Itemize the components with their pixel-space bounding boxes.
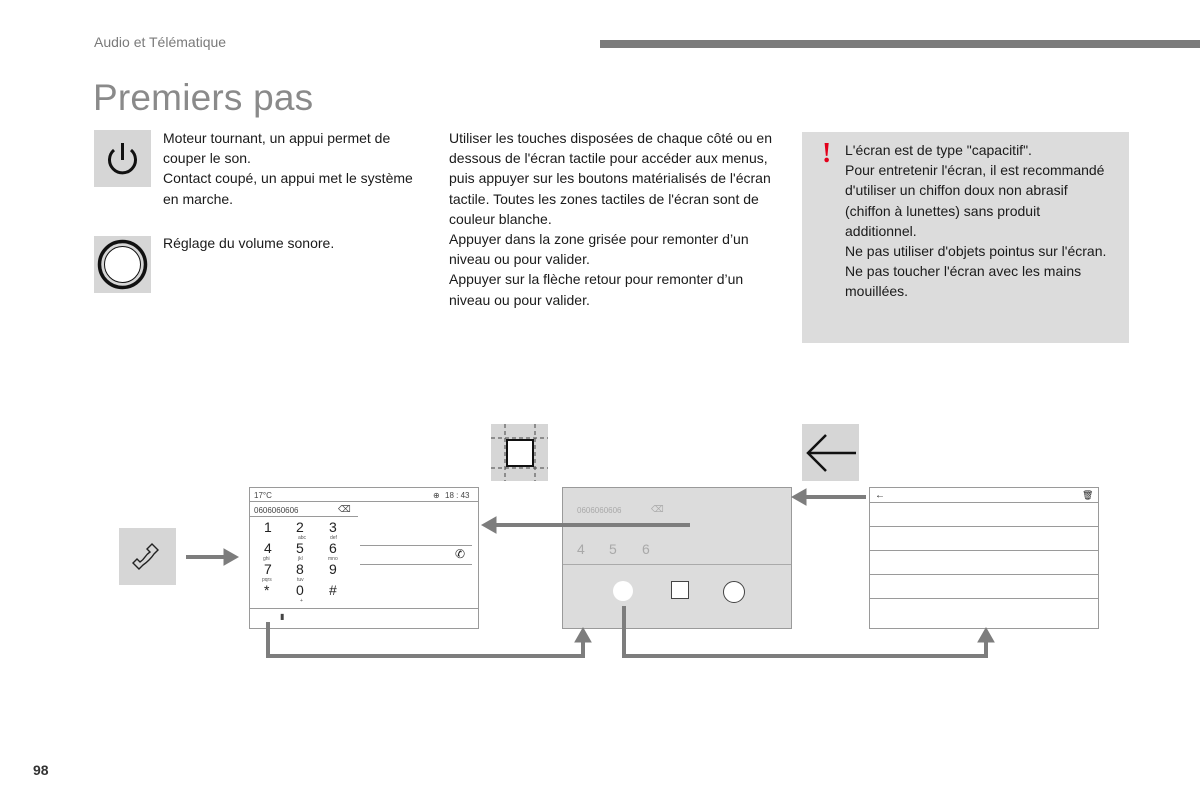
key-7[interactable]: 7 bbox=[264, 561, 272, 577]
faded-key-4: 4 bbox=[577, 541, 585, 557]
dialed-number: 0606060606 bbox=[254, 506, 299, 515]
screen-back-icon[interactable]: ← bbox=[875, 490, 885, 501]
section-header: Audio et Télématique bbox=[94, 34, 227, 50]
key-1[interactable]: 1 bbox=[264, 519, 272, 535]
note-line-2: Pour entretenir l'écran, il est recommandé d'utiliser un chiffon doux non abrasif (chiffon à lunettes) sans produit additionnel. bbox=[845, 162, 1105, 239]
key-4[interactable]: 4 bbox=[264, 540, 272, 556]
volume-description: Réglage du volume sonore. bbox=[163, 235, 335, 251]
key-2[interactable]: 2 bbox=[296, 519, 304, 535]
key-hash[interactable]: # bbox=[329, 582, 337, 598]
key-3-letters: def bbox=[330, 535, 337, 541]
instruction-1: Utiliser les touches disposées de chaque côté ou en dessous de l'écran tactile pour accéder aux menus, puis appuyer sur les boutons matérialisés de l'écran tactile. Toutes les zones tactiles de l'écran sont de couleur blanche. bbox=[449, 130, 772, 227]
key-3[interactable]: 3 bbox=[329, 519, 337, 535]
power-text-1: Moteur tournant, un appui permet de couper le son. bbox=[163, 130, 391, 167]
faded-key-5: 5 bbox=[609, 541, 617, 557]
trash-icon[interactable]: 🗑 bbox=[1082, 490, 1094, 500]
clock: 18 : 43 bbox=[445, 491, 470, 500]
key-5-letters: jkl bbox=[298, 556, 303, 562]
warning-icon: ! bbox=[822, 138, 832, 169]
page-title: Premiers pas bbox=[93, 77, 314, 118]
note-line-4: Ne pas toucher l'écran avec les mains mouillées. bbox=[845, 263, 1082, 300]
faded-backspace-icon: ⌫ bbox=[651, 504, 664, 514]
key-8[interactable]: 8 bbox=[296, 561, 304, 577]
key-star[interactable]: * bbox=[264, 582, 270, 598]
instruction-2: Appuyer dans la zone grisée pour remonter d’un niveau ou pour valider. bbox=[449, 231, 749, 268]
temperature: 17°C bbox=[254, 491, 272, 500]
key-8-letters: tuv bbox=[297, 577, 304, 583]
phone-device-icon[interactable]: ▮ bbox=[280, 612, 285, 621]
key-5[interactable]: 5 bbox=[296, 540, 304, 556]
note-line-3: Ne pas utiliser d'objets pointus sur l'écran. bbox=[845, 243, 1107, 260]
page-number: 98 bbox=[33, 762, 49, 778]
key-4-letters: ghi bbox=[263, 556, 270, 562]
key-0[interactable]: 0 bbox=[296, 582, 304, 598]
key-2-letters: abc bbox=[298, 535, 307, 541]
settings-icon: ⊕ bbox=[433, 491, 440, 500]
key-6[interactable]: 6 bbox=[329, 540, 337, 556]
key-9[interactable]: 9 bbox=[329, 561, 337, 577]
note-line-1: L'écran est de type "capacitif". bbox=[845, 142, 1032, 158]
instruction-3: Appuyer sur la flèche retour pour remonter d’un niveau ou pour valider. bbox=[449, 271, 744, 308]
power-text-2: Contact coupé, un appui met le système en marche. bbox=[163, 170, 413, 207]
call-icon[interactable]: ✆ bbox=[455, 547, 466, 561]
backspace-icon: ⌫ bbox=[338, 504, 351, 514]
key-6-letters: mno bbox=[328, 556, 338, 562]
key-0-plus: + bbox=[300, 598, 303, 604]
faded-number: 0606060606 bbox=[577, 506, 622, 515]
key-7-letters: pqrs bbox=[262, 577, 272, 583]
faded-key-6: 6 bbox=[642, 541, 650, 557]
